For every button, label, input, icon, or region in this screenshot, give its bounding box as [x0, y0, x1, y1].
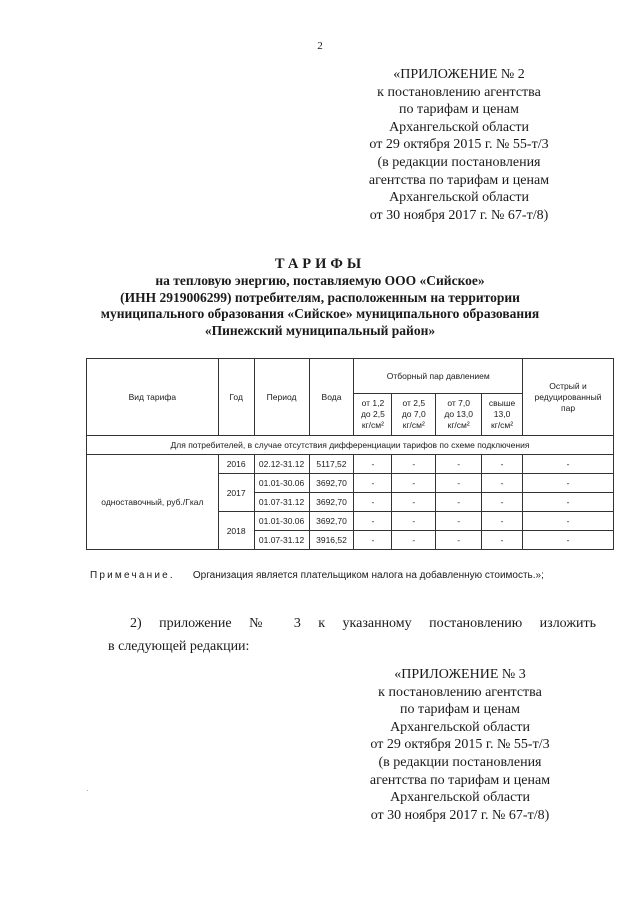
- period-cell: 01.01-30.06: [254, 512, 309, 531]
- document-title: [0, 256, 640, 340]
- note-label: Примечание.: [90, 570, 175, 581]
- dash-cell: -: [523, 474, 614, 493]
- appendix-line: «ПРИЛОЖЕНИЕ № 3: [394, 667, 526, 682]
- dash-cell: -: [354, 493, 392, 512]
- dash-cell: -: [482, 493, 523, 512]
- water-cell: 3916,52: [309, 531, 354, 550]
- appendix-line: от 29 октября 2015 г. № 55-т/3: [370, 737, 550, 753]
- appendix-3-header: [340, 666, 580, 824]
- dash-cell: -: [392, 512, 436, 531]
- dash-cell: -: [523, 455, 614, 474]
- dash-cell: -: [436, 493, 482, 512]
- note-text: Организация является плательщиком налога на добавленную стоимость.»;: [192, 570, 544, 581]
- appendix-line: по тарифам и ценам: [399, 102, 519, 118]
- dash-cell: -: [436, 474, 482, 493]
- table-note: [90, 570, 544, 581]
- group-row: Для потребителей, в случае отсутствия дифференциации тарифов по схеме подключения: [87, 436, 614, 455]
- page-number: 2: [317, 40, 323, 52]
- water-cell: 3692,70: [309, 493, 354, 512]
- dash-cell: -: [392, 531, 436, 550]
- appendix-line: от 30 ноября 2017 г. № 67-т/8): [370, 807, 550, 823]
- dash-cell: -: [523, 512, 614, 531]
- dash-cell: -: [523, 493, 614, 512]
- amendment-paragraph: [108, 612, 596, 658]
- appendix-line: к постановлению агентства: [378, 684, 542, 700]
- water-cell: 5117,52: [309, 455, 354, 474]
- title-line: муниципального образования «Сийское» муниципального образования: [100, 306, 540, 322]
- header-period: Период: [254, 359, 309, 436]
- appendix-line: Архангельской области: [390, 790, 530, 806]
- dash-cell: -: [436, 531, 482, 550]
- water-cell: 3692,70: [309, 512, 354, 531]
- header-steam-over-13-0: свыше 13,0 кг/см²: [482, 394, 523, 436]
- title-line: «Пинежский муниципальный район»: [204, 323, 436, 339]
- appendix-line: (в редакции постановления: [378, 754, 542, 770]
- water-cell: 3692,70: [309, 474, 354, 493]
- period-cell: 02.12-31.12: [254, 455, 309, 474]
- appendix-line: (в редакции постановления: [377, 154, 541, 170]
- title-line: на тепловую энергию, поставляемую ООО «Сийское»: [155, 272, 485, 288]
- header-sharp-steam: Острый и редуцированный пар: [523, 359, 614, 436]
- header-steam-1-2-to-2-5: от 1,2 до 2,5 кг/см²: [354, 394, 392, 436]
- dash-cell: -: [482, 474, 523, 493]
- dash-cell: -: [482, 531, 523, 550]
- header-steam-2-5-to-7-0: от 2,5 до 7,0 кг/см²: [392, 394, 436, 436]
- period-cell: 01.01-30.06: [254, 474, 309, 493]
- period-cell: 01.07-31.12: [254, 531, 309, 550]
- appendix-2-header: [339, 66, 579, 224]
- dash-cell: -: [354, 531, 392, 550]
- dash-cell: -: [392, 455, 436, 474]
- period-cell: 01.07-31.12: [254, 493, 309, 512]
- header-selected-steam: Отборный пар давлением: [354, 359, 523, 394]
- table-row: [87, 455, 614, 474]
- dash-cell: -: [354, 474, 392, 493]
- header-year: Год: [218, 359, 254, 436]
- year-cell: 2017: [218, 474, 254, 512]
- appendix-line: Архангельской области: [389, 190, 529, 206]
- header-steam-7-0-to-13-0: от 7,0 до 13,0 кг/см²: [436, 394, 482, 436]
- dash-cell: -: [523, 531, 614, 550]
- year-cell: 2016: [218, 455, 254, 474]
- appendix-line: Архангельской области: [389, 119, 529, 135]
- scan-speck: [87, 790, 88, 791]
- title-heading: ТАРИФЫ: [274, 256, 366, 272]
- appendix-line: агентства по тарифам и ценам: [369, 772, 551, 788]
- dash-cell: -: [482, 455, 523, 474]
- appendix-line: Архангельской области: [390, 719, 530, 735]
- year-cell: 2018: [218, 512, 254, 550]
- dash-cell: -: [436, 512, 482, 531]
- dash-cell: -: [392, 474, 436, 493]
- header-tariff-type: Вид тарифа: [87, 359, 219, 436]
- paragraph-line-1: 2) приложение № 3 к указанному постановлению изложить: [130, 616, 596, 631]
- appendix-line: от 30 ноября 2017 г. № 67-т/8): [369, 207, 549, 223]
- dash-cell: -: [436, 455, 482, 474]
- appendix-line: «ПРИЛОЖЕНИЕ № 2: [393, 67, 525, 82]
- header-water: Вода: [309, 359, 354, 436]
- appendix-line: к постановлению агентства: [377, 84, 541, 100]
- dash-cell: -: [354, 512, 392, 531]
- dash-cell: -: [482, 512, 523, 531]
- appendix-line: от 29 октября 2015 г. № 55-т/3: [369, 137, 549, 153]
- title-line: (ИНН 2919006299) потребителям, расположенным на территории: [120, 289, 520, 305]
- tariffs-table: [86, 358, 614, 550]
- dash-cell: -: [392, 493, 436, 512]
- paragraph-line-2: в следующей редакции:: [108, 639, 250, 654]
- tariff-name: одноставочный, руб./Гкал: [87, 455, 219, 550]
- dash-cell: -: [354, 455, 392, 474]
- appendix-line: агентства по тарифам и ценам: [368, 172, 550, 188]
- appendix-line: по тарифам и ценам: [400, 702, 520, 718]
